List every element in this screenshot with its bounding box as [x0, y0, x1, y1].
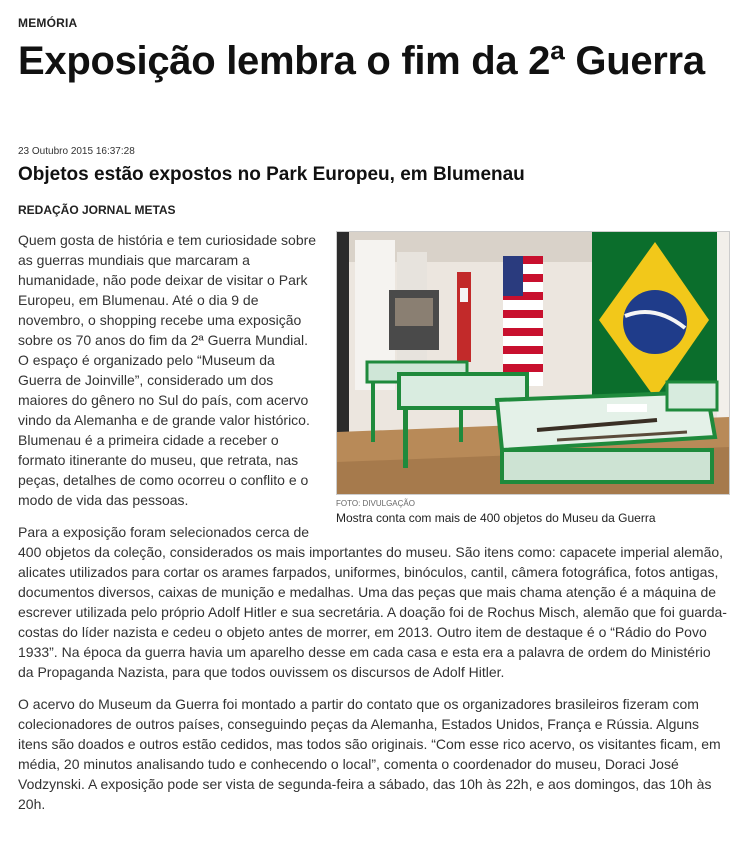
paragraph-1: Quem gosta de história e tem curiosidade sobre as guerras mundiais que marcaram a humanidade, não pode deixar de visitar o Park Europeu, em Blumenau. Até o dia 9 de novembro, o shopping recebe uma exposição sobre os 70 anos do fim da 2ª Guerra Mundial. O espaço é organizado pelo “Museum da Guerra de Joinville”, considerado um dos maiores do gênero no Sul do país, com acervo vindo da Alemanha e de grande valor histórico. Blumenau é a primeira cidade a receber o formato itinerante do museu, que retrata, nas peças, detalhes de como ocorreu o conflito e o modo de vida das pessoas. [18, 232, 317, 508]
article-body [18, 230, 730, 826]
photo-caption: Mostra conta com mais de 400 objetos do Museu da Guerra [336, 511, 656, 525]
article-figure [336, 231, 730, 526]
subtitle: Objetos estão expostos no Park Europeu, em Blumenau [18, 164, 525, 185]
photo-credit: FOTO: DIVULGAÇÃO [336, 499, 415, 508]
author-byline: REDAÇÃO JORNAL METAS [18, 203, 176, 217]
paragraph-3: O acervo do Museum da Guerra foi montado a partir do contato que os organizadores brasileiros fizeram com colecionadores de outros países, conseguindo peças da Alemanha, Estados Unidos, França e Rússia. Alguns itens são doados e outros estão cedidos, mas todos são originais. “Com esse rico acervo, os visitantes ficam, em média, 20 minutos analisando tudo e conhecendo o local”, comenta o coordenador do museu, Doraci José Vodzynski. A exposição pode ser vista de segunda-feira a sábado, das 10h às 22h, e aos domingos, das 10h às 20h. [18, 696, 721, 812]
publish-date: 23 Outubro 2015 16:37:28 [18, 146, 135, 157]
exhibition-photo [336, 231, 730, 495]
paragraph-2: Para a exposição foram selecionados cerca de 400 objetos da coleção, considerados os mais importantes do museu. São itens como: capacete imperial alemão, alicates utilizados para cortar os arames farpados, uniformes, binóculos, cantil, câmera fotográfica, fotos antigas, documentos diversos, caixas de munição e medalhas. Uma das peças que mais chama atenção é a máquina de escrever utilizada pelo próprio Adolf Hitler e sua secretária. A doação foi de Rochus Misch, alemão que foi guarda-costas do líder nazista e cedeu o objeto antes de morrer, em 2013. Outro item de destaque é o “Rádio do Povo 1933”. Na época da guerra havia um aparelho desse em cada casa e esta era a palavra de ordem do Ministério da Propaganda Nazista, para que todos ouvissem os discursos de Adolf Hitler. [18, 524, 727, 680]
section-label: MEMÓRIA [18, 16, 78, 30]
headline: Exposição lembra o fim da 2ª Guerra [18, 39, 705, 83]
